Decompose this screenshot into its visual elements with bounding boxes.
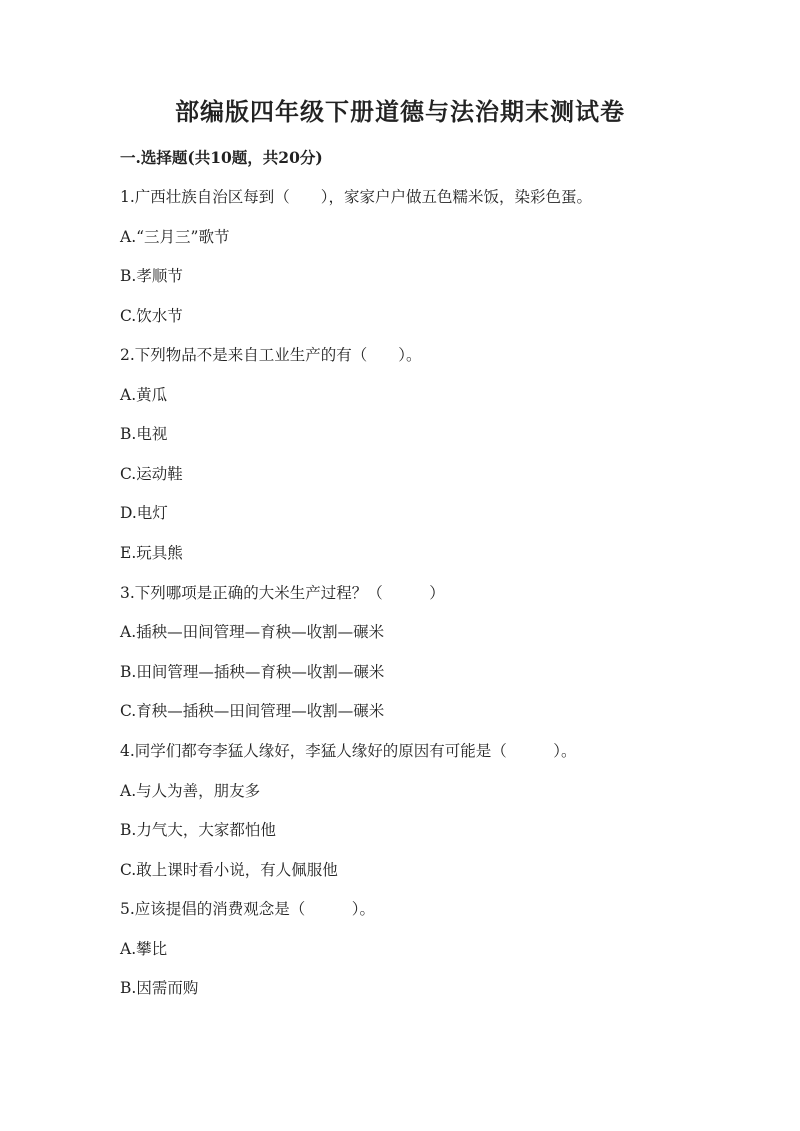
question-2-stem: 2.下列物品不是来自工业生产的有（ ）。	[120, 346, 422, 364]
question-4-option-a: A.与人为善，朋友多	[120, 782, 261, 800]
question-3-stem: 3.下列哪项是正确的大米生产过程？（ ）	[120, 584, 445, 602]
question-2-option-d: D.电灯	[120, 504, 168, 522]
question-4-option-c: C.敢上课时看小说，有人佩服他	[120, 861, 338, 879]
page-title: 部编版四年级下册道德与法治期末测试卷	[175, 97, 625, 126]
question-1-stem: 1.广西壮族自治区每到（ ），家家户户做五色糯米饭，染彩色蛋。	[120, 188, 593, 206]
question-3-option-a: A.插秧—田间管理—育秧—收割—碾米	[120, 623, 385, 641]
question-3-option-c: C.育秧—插秧—田间管理—收割—碾米	[120, 702, 385, 720]
question-2-option-a: A.黄瓜	[120, 386, 168, 404]
question-5-option-a: A.攀比	[120, 940, 168, 958]
question-2-option-b: B.电视	[120, 425, 168, 443]
question-5-stem: 5.应该提倡的消费观念是（ ）。	[120, 900, 376, 918]
question-1-option-a: A.“三月三”歌节	[120, 228, 230, 246]
question-1-option-c: C.饮水节	[120, 307, 183, 325]
question-1-option-b: B.孝顺节	[120, 267, 183, 285]
question-3-option-b: B.田间管理—插秧—育秧—收割—碾米	[120, 663, 385, 681]
question-5-option-b: B.因需而购	[120, 979, 199, 997]
section-heading: 一.选择题(共10题，共20分)	[120, 148, 323, 167]
question-4-stem: 4.同学们都夸李猛人缘好，李猛人缘好的原因有可能是（ ）。	[120, 742, 577, 760]
question-2-option-e: E.玩具熊	[120, 544, 183, 562]
question-2-option-c: C.运动鞋	[120, 465, 183, 483]
question-4-option-b: B.力气大，大家都怕他	[120, 821, 276, 839]
